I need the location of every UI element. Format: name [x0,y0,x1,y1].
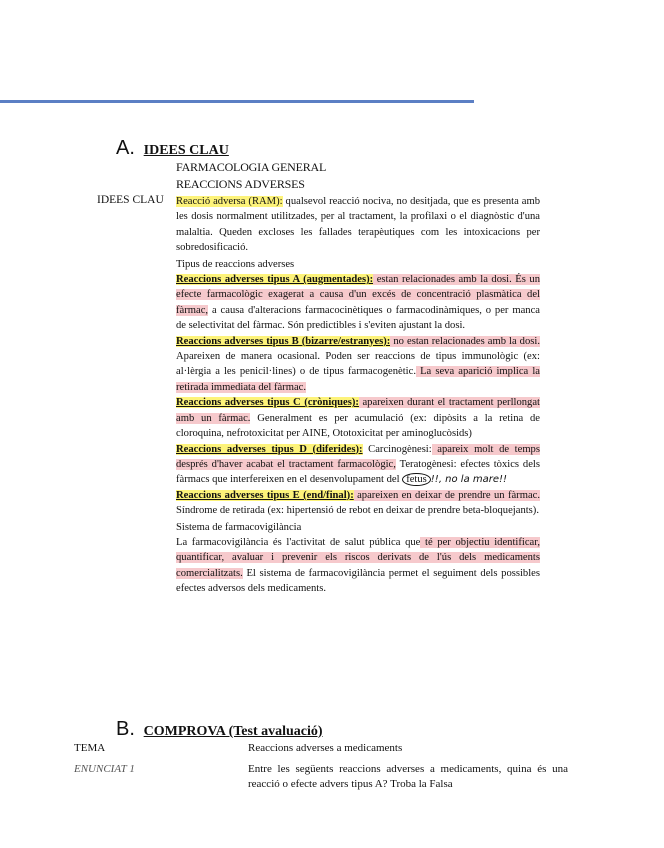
type-e-paragraph [176,488,540,519]
tema-label: TEMA [74,742,106,754]
types-heading: Tipus de reaccions adverses [176,258,295,270]
type-b-paragraph [176,334,540,396]
side-label-idees-clau: IDEES CLAU [97,194,164,206]
handwritten-note: !!, no la mare!! [430,474,508,486]
type-d-text-2: Teratogènesi: efectes tòxics dels fàrmacs que interfereixen en el desenvolupament del [176,458,540,486]
type-c-highlight: apareixen durant el tractament perllongat amb un fàrmac. [176,397,540,424]
type-d-highlight: apareix molt de temps després d'haver acabat el tractament farmacològic, [176,443,540,470]
type-c-text: Generalment es per acumulació (ex: dipòsits a la retina de cloroquina, nefrotoxicitat per AINE, Ototoxicitat per aminoglucòsids) [176,412,541,440]
fv-text-2: El sistema de farmacovigilància permet el seguiment dels possibles efectes adversos dels medicaments. [176,567,540,595]
type-c-term: Reaccions adverses tipus C (cròniques): [176,397,359,409]
header-rule [0,100,474,103]
type-d-term: Reaccions adverses tipus D (diferides): [176,443,363,455]
type-e-text: Síndrome de retirada (ex: hipertensió de rebot en deixar de prendre beta-bloquejants). [176,505,539,517]
ram-term: Reacció adversa (RAM): [176,196,283,207]
ram-text: qualsevol reacció nociva, no desitjada, que es presenta amb les dosis normalment utilitzades, per al tractament, la profilaxi o el diagnòstic d'una malaltia. Queden excloses les fallades terapèutiques com les intoxicacions per sobredosificació. [176,196,540,254]
section-b-letter: B. [116,718,135,740]
type-a-paragraph [176,272,540,334]
type-b-term: Reaccions adverses tipus B (bizarre/estranyes): [176,335,391,347]
subtitle-reaccions: REACCIONS ADVERSES [176,177,305,191]
type-d-text-1: Carcinogènesi: [362,443,432,455]
farmacovigilancia-heading: Sistema de farmacovigilància [176,521,302,533]
enunciat-value: Entre les següents reaccions adverses a medicaments, quina és una reacció o efecte advers tipus A? Troba la Falsa [248,763,568,790]
ram-paragraph [176,194,540,256]
type-e-highlight: apareixen en deixar de prendre un fàrmac. [353,489,540,501]
section-a-heading [116,137,229,160]
fv-text-1: La farmacovigilància és l'activitat de salut pública que [176,536,421,548]
type-a-term: Reaccions adverses tipus A (augmentades): [176,274,374,286]
section-b-title: COMPROVA (Test avaluació) [143,724,323,739]
type-a-highlight: estan relacionades amb la dosi. És un efecte farmacològic exagerat a causa d'un excés de concentració plasmàtica del fàrmac, [176,274,541,316]
circled-fetus: fetus [402,473,431,486]
section-b-heading [116,718,323,741]
enunciat-label: ENUNCIAT 1 [74,763,135,775]
type-c-paragraph [176,395,540,441]
type-b-highlight-2: La seva aparició implica la retirada immediata del fàrmac. [176,366,540,393]
farmacovigilancia-paragraph [176,535,540,597]
tema-value: Reaccions adverses a medicaments [248,742,403,754]
type-a-text: a causa d'alteracions farmacocinètiques o farmacodinàmiques, o per manca de selectivitat del fàrmac. Són predictibles i s'eviten ajustant la dosi. [176,304,540,332]
type-b-highlight: no estan relacionades amb la dosi. [390,335,540,347]
key-ideas-body [176,194,540,597]
subtitle-farmacologia: FARMACOLOGIA GENERAL [176,160,327,174]
type-d-paragraph [176,442,540,488]
type-b-text: Apareixen de manera ocasional. Poden ser reaccions de tipus immunològic (ex: al·lèrgia a les penicil·lines) o de tipus farmacogenètic. [176,351,540,378]
section-a-letter: A. [116,137,135,159]
fv-highlight: té per objectiu identificar, quantificar, avaluar i prevenir els riscos derivats de l'ús dels medicaments comercialitzats. [176,536,540,579]
type-e-term: Reaccions adverses tipus E (end/final): [176,489,354,501]
section-a-title: IDEES CLAU [143,143,229,158]
